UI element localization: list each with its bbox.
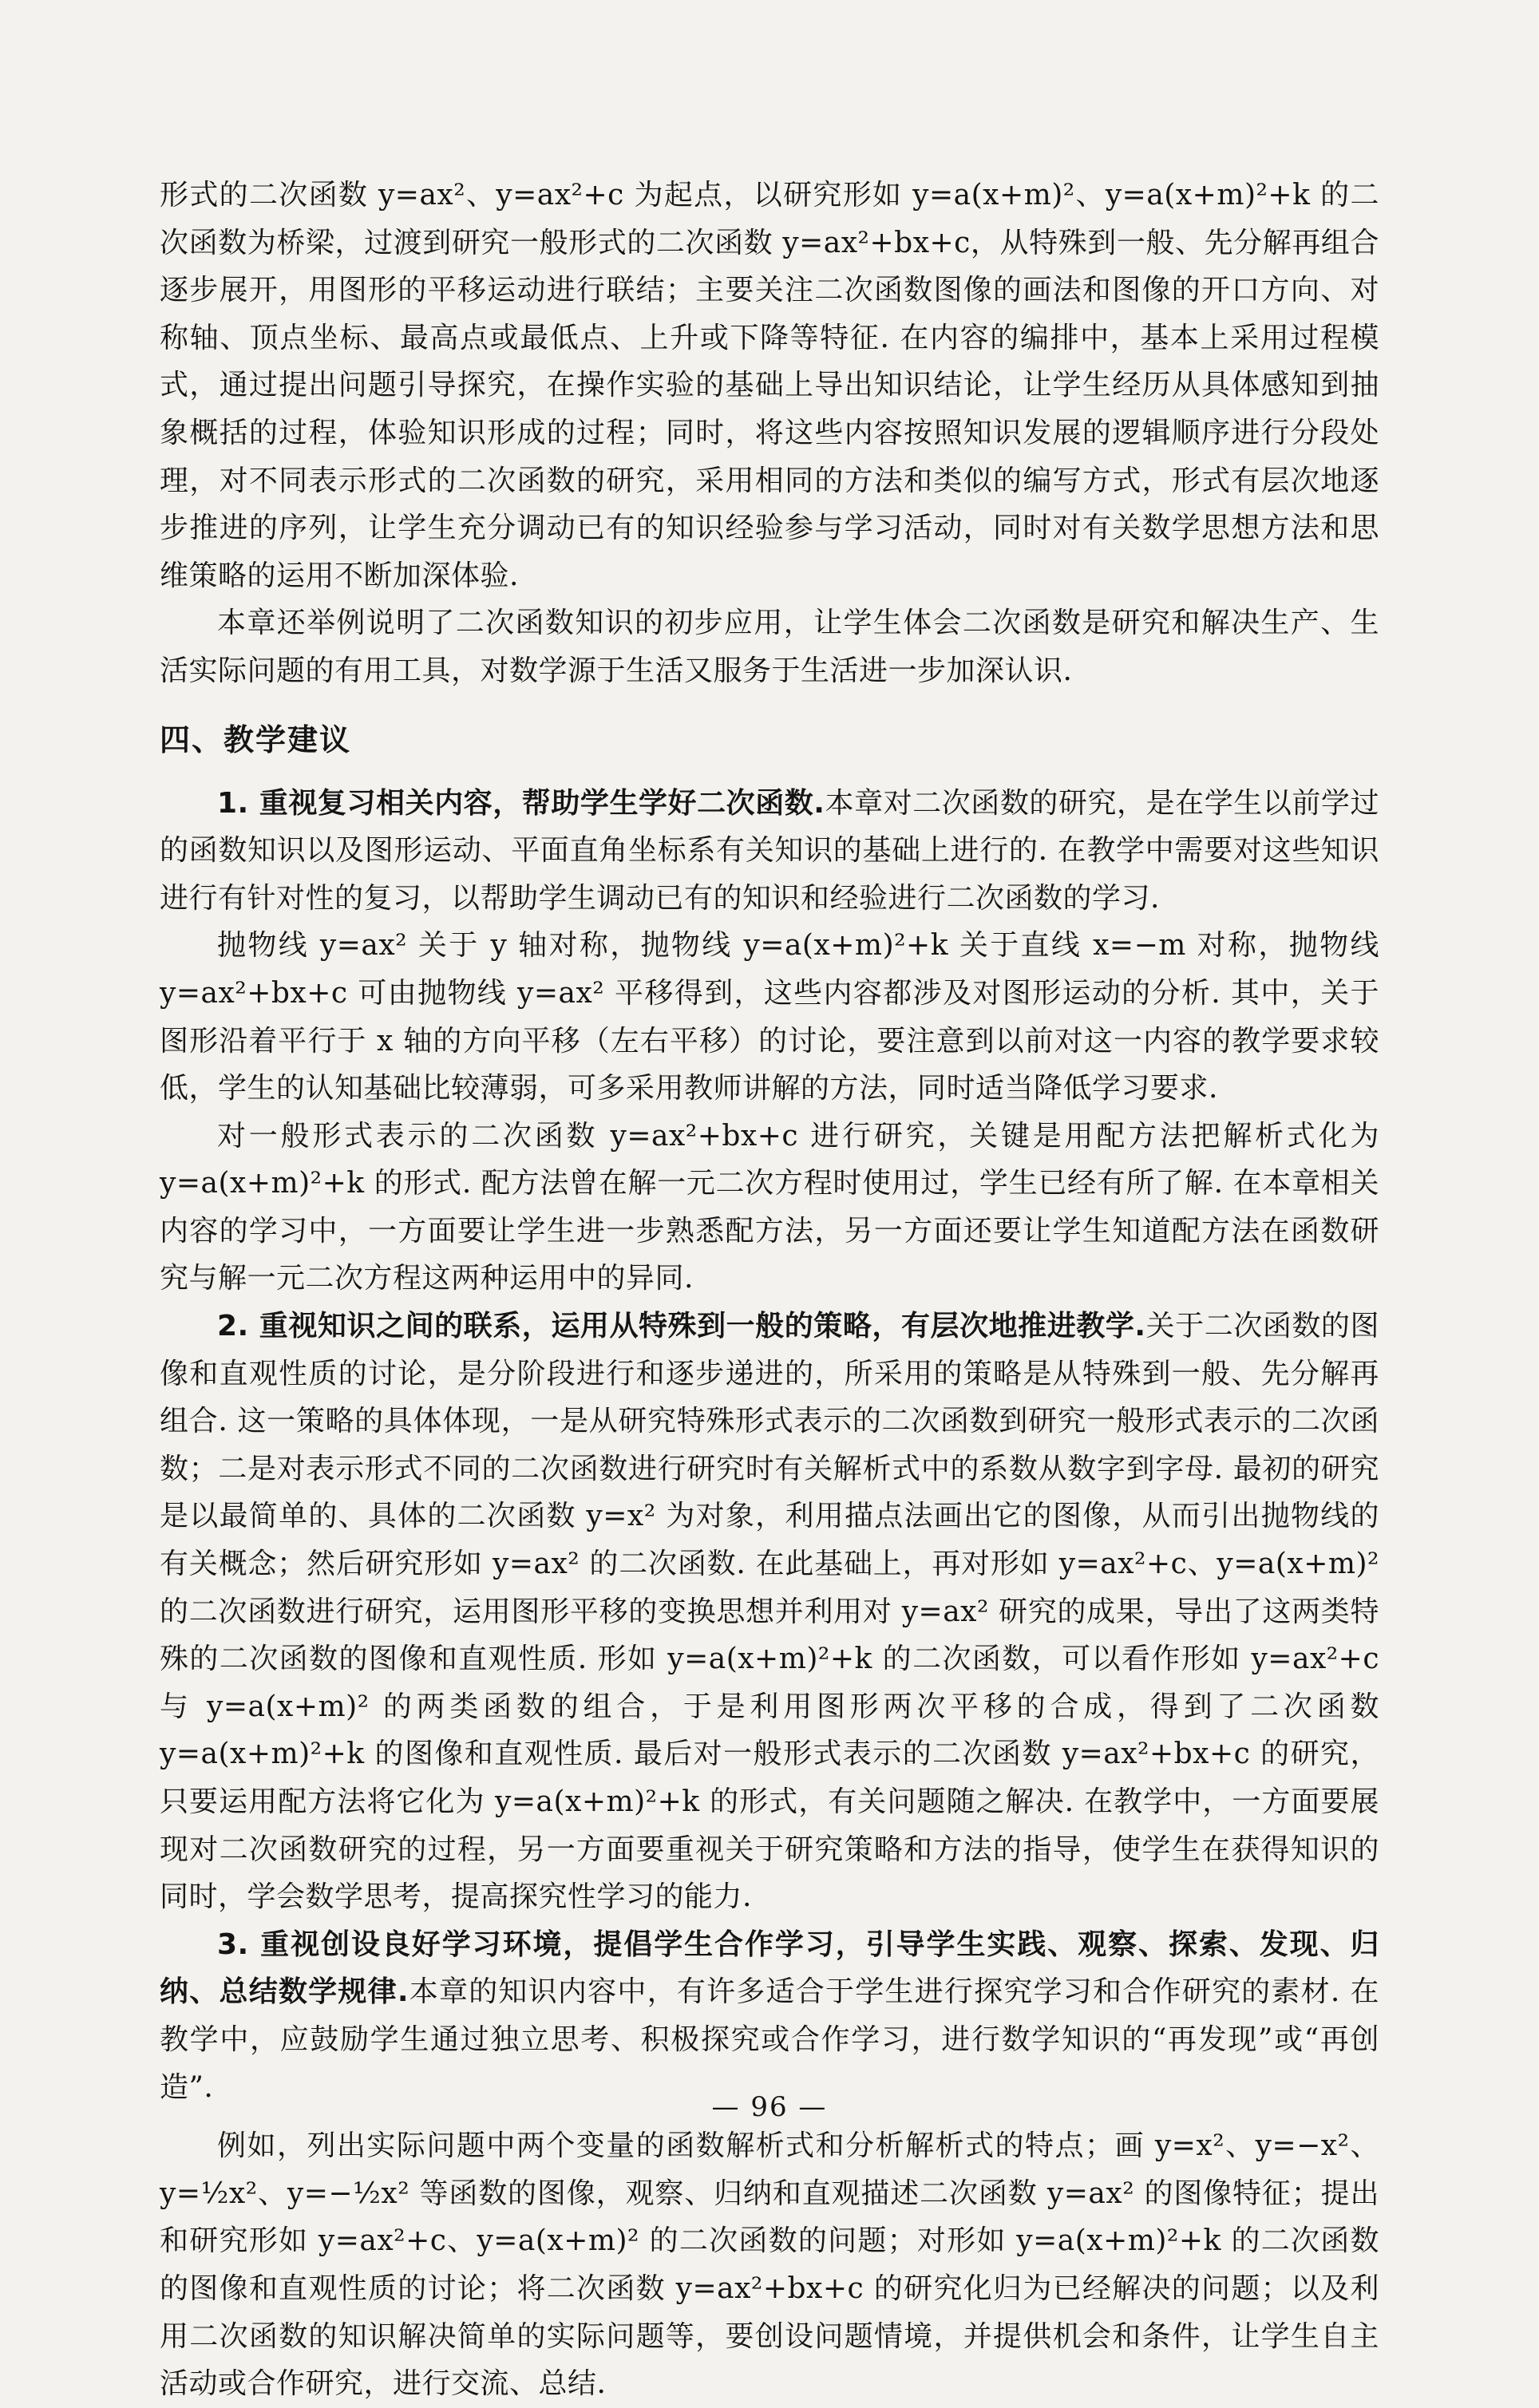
suggestion-3-paragraph	[160, 1921, 1379, 2111]
suggestion-1-body: 本章对二次函数的研究，是在学生以前学过的函数知识以及图形运动、平面直角坐标系有关知识的基础上进行的. 在教学中需要对这些知识进行有针对性的复习，以帮助学生调动已有的知识和经验进行二次函数的学习.	[160, 786, 1379, 915]
intro-paragraph-2: 本章还举例说明了二次函数知识的初步应用，让学生体会二次函数是研究和解决生产、生活实际问题的有用工具，对数学源于生活又服务于生活进一步加深认识.	[160, 607, 1379, 687]
suggestion-1-paragraph	[160, 780, 1379, 923]
suggestion-1-lead: 1. 重视复习相关内容，帮助学生学好二次函数.	[217, 786, 825, 820]
intro-paragraph-1: 形式的二次函数 y=ax²、y=ax²+c 为起点，以研究形如 y=a(x+m)²、y=a(x+m)²+k 的二次函数为桥梁，过渡到研究一般形式的二次函数 y=ax²+bx+c，从特殊到一般、先分解再组合逐步展开，用图形的平移运动进行联结；主要关注二次函数图像的画法和图像的开口方向、对称轴、顶点坐标、最高点或最低点、上升或下降等特征. 在内容的编排中，基本上采用过程模式，通过提出问题引导探究，在操作实验的基础上导出知识结论，让学生经历从具体感知到抽象概括的过程，体验知识形成的过程；同时，将这些内容按照知识发展的逻辑顺序进行分段处理，对不同表示形式的二次函数的研究，采用相同的方法和类似的编写方式，形式有层次地逐步推进的序列，让学生充分调动已有的知识经验参与学习活动，同时对有关数学思想方法和思维策略的运用不断加深体验.	[160, 179, 1379, 592]
suggestion-2-body: 关于二次函数的图像和直观性质的讨论，是分阶段进行和逐步递进的，所采用的策略是从特殊到一般、先分解再组合. 这一策略的具体体现，一是从研究特殊形式表示的二次函数到研究一般形式表示的二次函数；二是对表示形式不同的二次函数进行研究时有关解析式中的系数从数字到字母. 最初的研究是以最简单的、具体的二次函数 y=x² 为对象，利用描点法画出它的图像，从而引出抛物线的有关概念；然后研究形如 y=ax² 的二次函数. 在此基础上，再对形如 y=ax²+c、y=a(x+m)² 的二次函数进行研究，运用图形平移的变换思想并利用对 y=ax² 研究的成果，导出了这两类特殊的二次函数的图像和直观性质. 形如 y=a(x+m)²+k 的二次函数，可以看作形如 y=ax²+c 与 y=a(x+m)² 的两类函数的组合，于是利用图形两次平移的合成，得到了二次函数 y=a(x+m)²+k 的图像和直观性质. 最后对一般形式表示的二次函数 y=ax²+bx+c 的研究，只要运用配方法将它化为 y=a(x+m)²+k 的形式，有关问题随之解决. 在教学中，一方面要展现对二次函数研究的过程，另一方面要重视关于研究策略和方法的指导，使学生在获得知识的同时，学会数学思考，提高探究性学习的能力.	[160, 1310, 1379, 1914]
suggestion-2-paragraph	[160, 1303, 1379, 1921]
suggestion-1-paragraph-3: 对一般形式表示的二次函数 y=ax²+bx+c 进行研究，关键是用配方法把解析式化为 y=a(x+m)²+k 的形式. 配方法曾在解一元二次方程时使用过，学生已经有所了解. 在本章相关内容的学习中，一方面要让学生进一步熟悉配方法，另一方面还要让学生知道配方法在函数研究与解一元二次方程这两种运用中的异同.	[160, 1119, 1379, 1295]
suggestion-3-lead: 3. 重视创设良好学习环境，提倡学生合作学习，引导学生实践、观察、探索、发现、归纳、总结数学规律.	[160, 1928, 1379, 2009]
page-number: — 96 —	[711, 2091, 828, 2123]
suggestion-3-paragraph-2: 例如，列出实际问题中两个变量的函数解析式和分析解析式的特点；画 y=x²、y=−x²、y=½x²、y=−½x² 等函数的图像，观察、归纳和直观描述二次函数 y=ax² 的图像特征；提出和研究形如 y=ax²+c、y=a(x+m)² 的二次函数的问题；对形如 y=a(x+m)²+k 的二次函数的图像和直观性质的讨论；将二次函数 y=ax²+bx+c 的研究化归为已经解决的问题；以及利用二次函数的知识解决简单的实际问题等，要创设问题情境，并提供机会和条件，让学生自主活动或合作研究，进行交流、总结.	[160, 2129, 1379, 2401]
section-heading-teaching-suggestions: 四、教学建议	[160, 722, 352, 757]
suggestion-2-lead: 2. 重视知识之间的联系，运用从特殊到一般的策略，有层次地推进教学.	[217, 1310, 1146, 1343]
suggestion-1-paragraph-2: 抛物线 y=ax² 关于 y 轴对称，抛物线 y=a(x+m)²+k 关于直线 x=−m 对称，抛物线 y=ax²+bx+c 可由抛物线 y=ax² 平移得到，这些内容都涉及对图形运动的分析. 其中，关于图形沿着平行于 x 轴的方向平移（左右平移）的讨论，要注意到以前对这一内容的教学要求较低，学生的认知基础比较薄弱，可多采用教师讲解的方法，同时适当降低学习要求.	[160, 929, 1379, 1105]
suggestion-3-body: 本章的知识内容中，有许多适合于学生进行探究学习和合作研究的素材. 在教学中，应鼓励学生通过独立思考、积极探究或合作学习，进行数学知识的“再发现”或“再创造”.	[160, 1975, 1379, 2104]
